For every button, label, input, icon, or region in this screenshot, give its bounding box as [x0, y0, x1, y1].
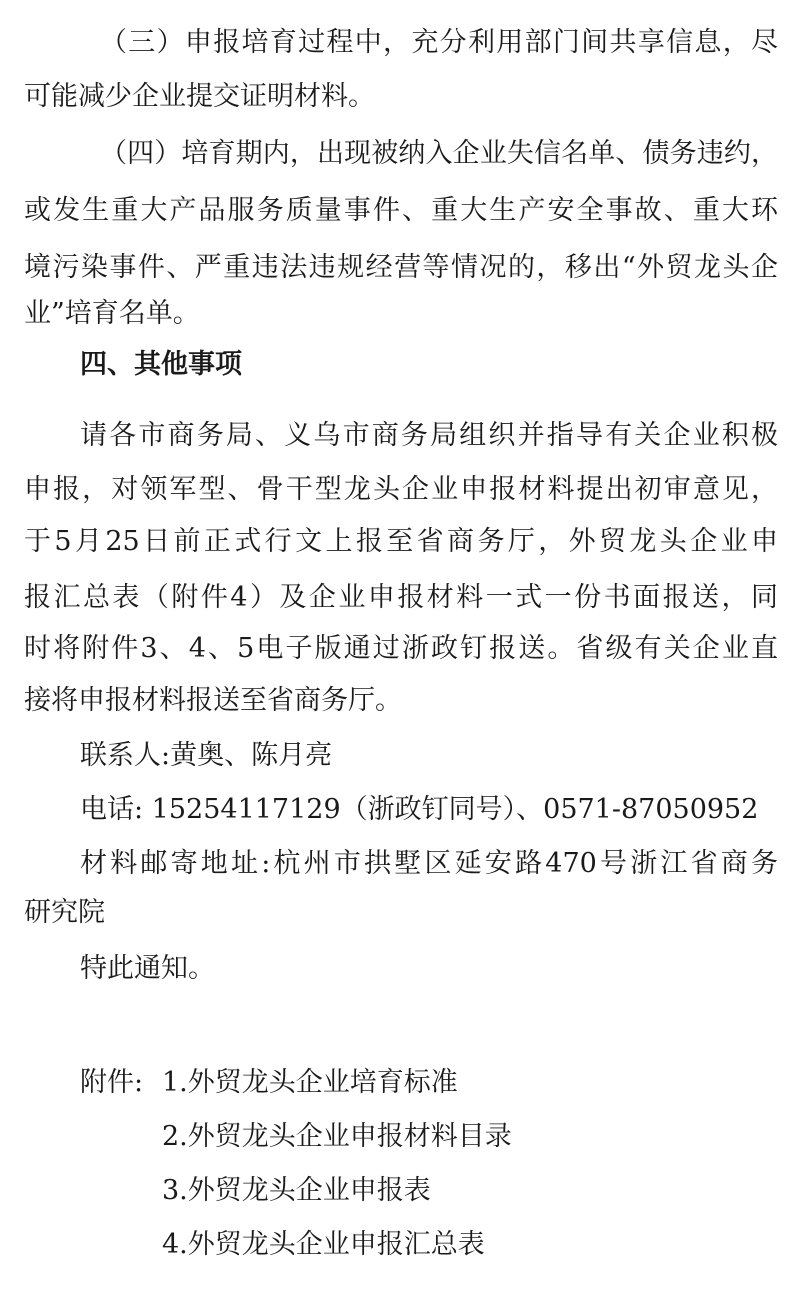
attachments-label: 附件: [80, 1067, 144, 1098]
contact-phone: 电话: 15254117129（浙政钉同号）、0571-87050952 [80, 794, 759, 825]
other-matters-line-5: 时将附件3、4、5电子版通过浙政钉报送。省级有关企业直 [24, 633, 778, 664]
attachment-item-3: 3.外贸龙头企业申报表 [162, 1175, 431, 1206]
mailing-address-line-1: 材料邮寄地址:杭州市拱墅区延安路470号浙江省商务 [80, 848, 778, 879]
attachment-item-2: 2.外贸龙头企业申报材料目录 [162, 1121, 512, 1152]
other-matters-line-3: 于5月25日前正式行文上报至省商务厅，外贸龙头企业申 [24, 526, 778, 557]
section-four-line-4: 业”培育名单。 [24, 298, 200, 329]
attachment-item-4: 4.外贸龙头企业申报汇总表 [162, 1229, 485, 1260]
section-three-line-1: （三）申报培育过程中，充分利用部门间共享信息，尽 [100, 27, 778, 58]
other-matters-line-4: 报汇总表（附件4）及企业申报材料一式一份书面报送，同 [24, 582, 778, 613]
other-matters-line-6: 接将申报材料报送至省商务厅。 [24, 685, 402, 716]
other-matters-line-1: 请各市商务局、义乌市商务局组织并指导有关企业积极 [80, 420, 778, 451]
attachment-item-1: 1.外贸龙头企业培育标准 [162, 1067, 458, 1098]
section-three-line-2: 可能减少企业提交证明材料。 [24, 81, 375, 112]
closing-remark: 特此通知。 [80, 953, 215, 984]
section-four-line-1: （四）培育期内，出现被纳入企业失信名单、债务违约， [100, 138, 778, 169]
section-four-line-2: 或发生重大产品服务质量事件、重大生产安全事故、重大环 [24, 195, 778, 226]
contact-persons: 联系人:黄奥、陈月亮 [80, 740, 333, 771]
mailing-address-line-2: 研究院 [24, 897, 105, 928]
other-matters-line-2: 申报，对领军型、骨干型龙头企业申报材料提出初审意见， [24, 474, 778, 505]
section-four-line-3: 境污染事件、严重违法违规经营等情况的，移出“外贸龙头企 [24, 252, 778, 283]
other-matters-heading: 四、其他事项 [80, 349, 242, 380]
